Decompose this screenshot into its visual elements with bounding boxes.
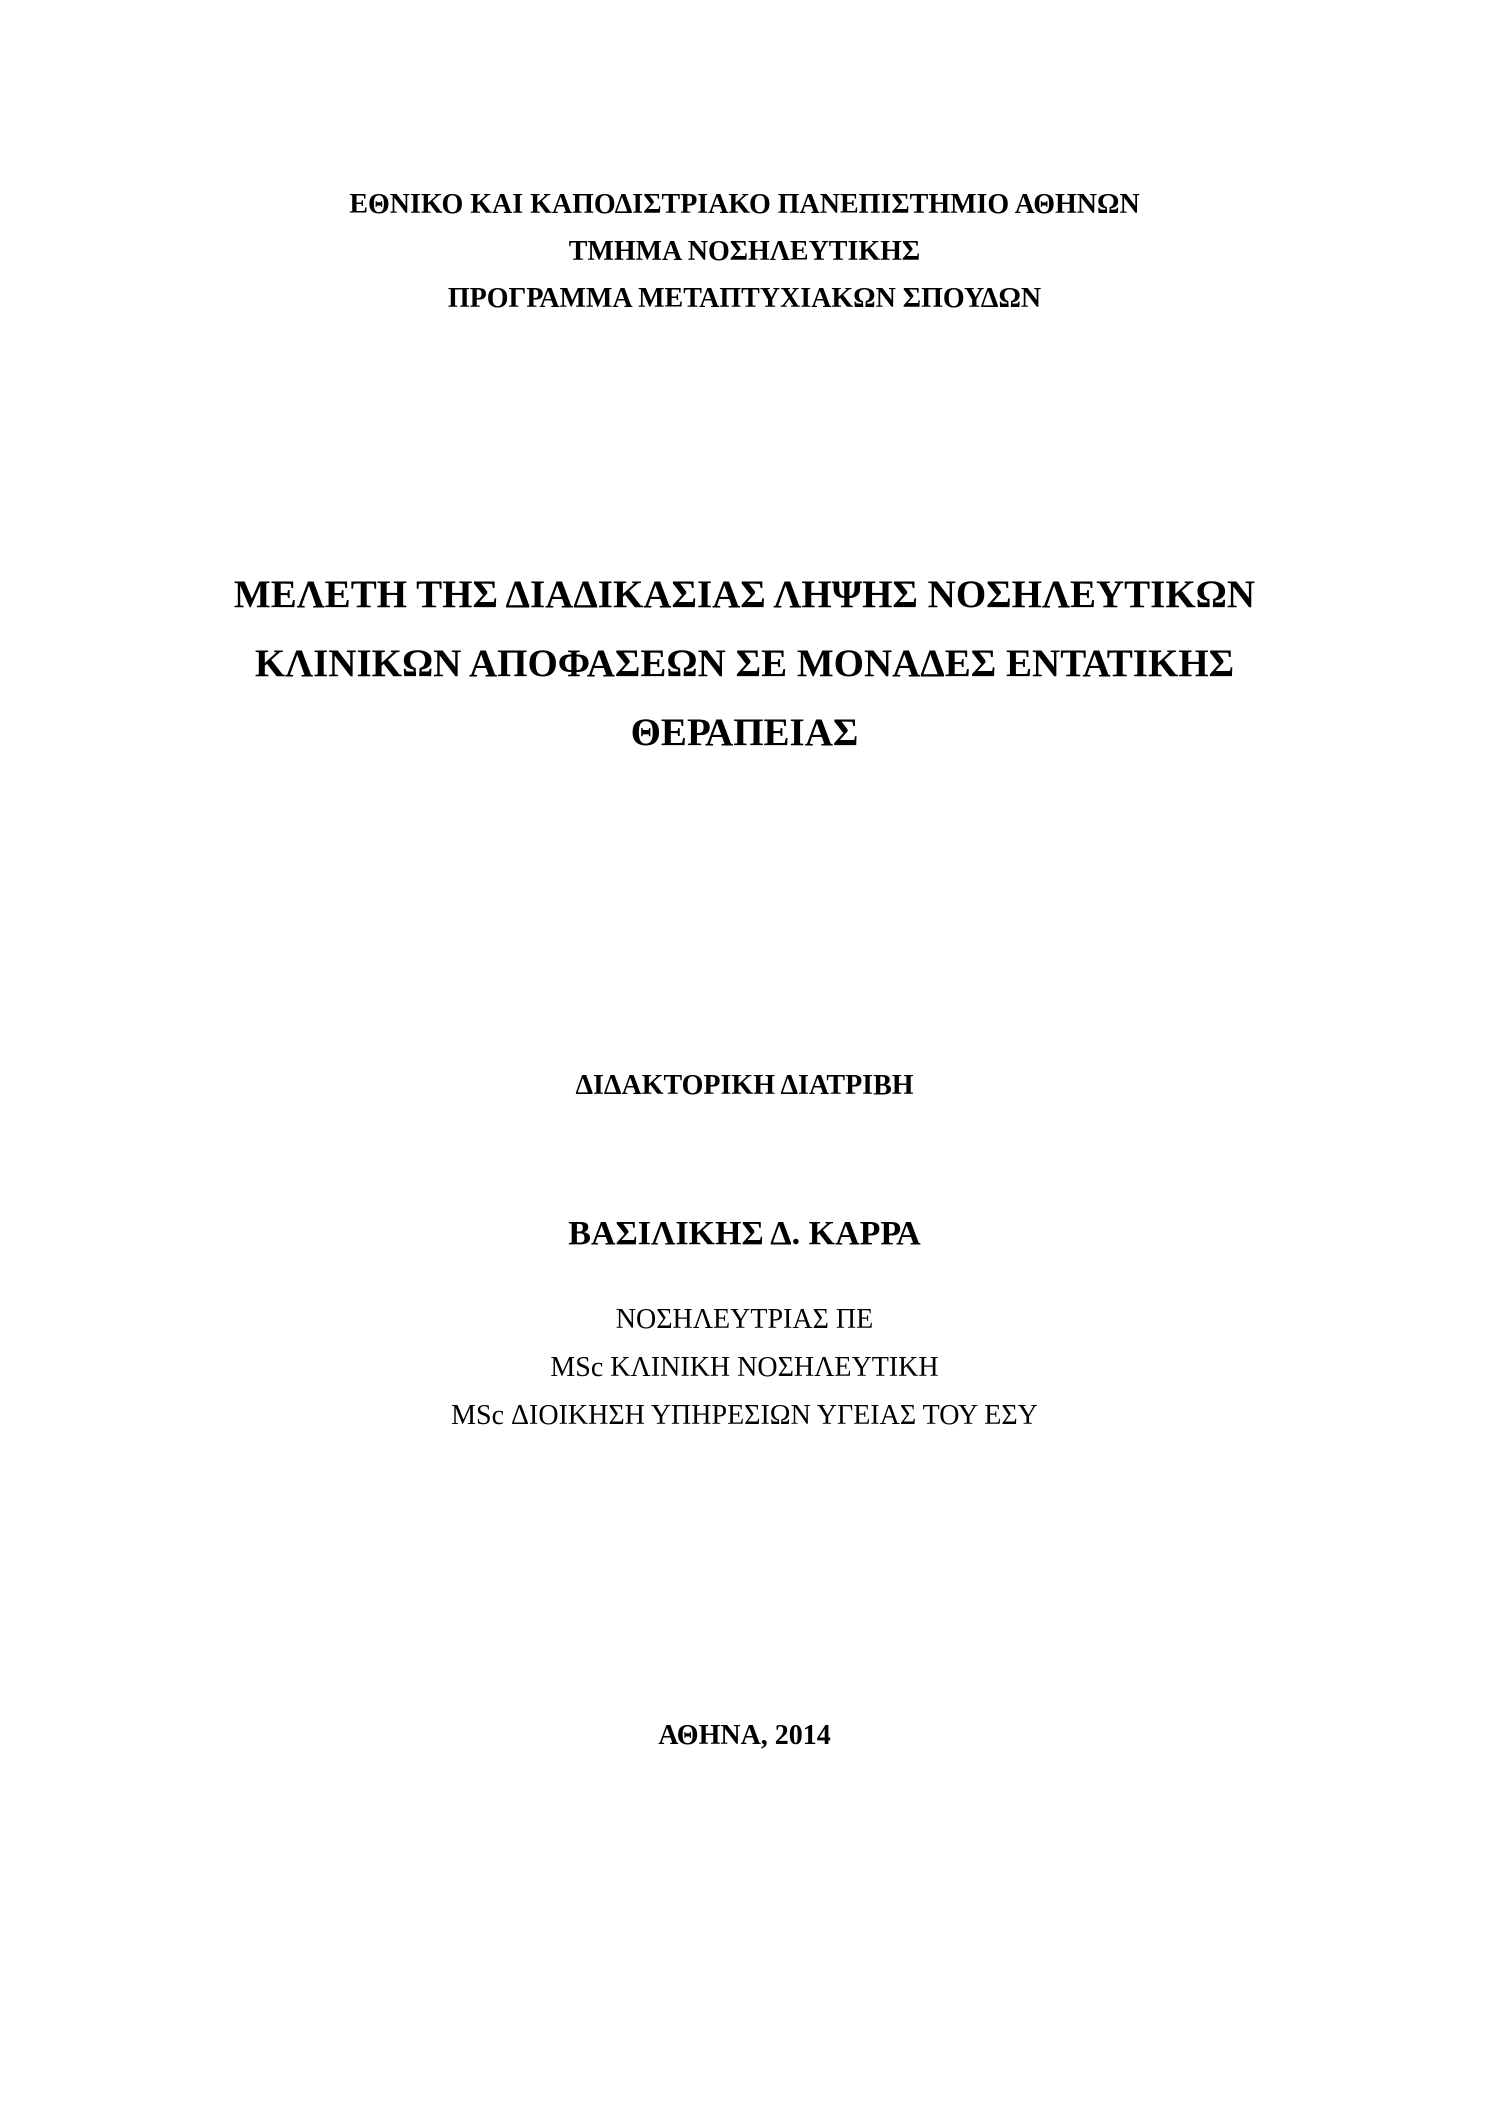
department-name: ΤΜΗΜΑ ΝΟΣΗΛΕΥΤΙΚΗΣ — [568, 236, 921, 267]
credential-line: MSc ΔΙΟΙΚΗΣΗ ΥΠΗΡΕΣΙΩΝ ΥΓΕΙΑΣ ΤΟΥ ΕΣΥ — [451, 1400, 1038, 1431]
thesis-title-line-1: ΜΕΛΕΤΗ ΤΗΣ ΔΙΑΔΙΚΑΣΙΑΣ ΛΗΨΗΣ ΝΟΣΗΛΕΥΤΙΚΩΝ — [233, 573, 1256, 616]
credential-line: MSc ΚΛΙΝΙΚΗ ΝΟΣΗΛΕΥΤΙΚΗ — [550, 1352, 939, 1383]
author-credentials — [0, 1296, 1489, 1440]
place-date-label: ΑΘΗΝΑ, 2014 — [658, 1720, 831, 1751]
thesis-type-label: ΔΙΔΑΚΤΟΡΙΚΗ ΔΙΑΤΡΙΒΗ — [575, 1070, 914, 1101]
thesis-title-line-3: ΘΕΡΑΠΕΙΑΣ — [630, 711, 859, 754]
author-name: ΒΑΣΙΛΙΚΗΣ Δ. ΚΑΡΡΑ — [568, 1215, 921, 1252]
program-name: ΠΡΟΓΡΑΜΜΑ ΜΕΤΑΠΤΥΧΙΑΚΩΝ ΣΠΟΥΔΩΝ — [447, 283, 1042, 314]
credential-line: ΝΟΣΗΛΕΥΤΡΙΑΣ ΠΕ — [615, 1304, 874, 1335]
thesis-type — [0, 1066, 1489, 1106]
place-date — [0, 1716, 1489, 1756]
thesis-title — [0, 560, 1489, 767]
thesis-title-line-2: ΚΛΙΝΙΚΩΝ ΑΠΟΦΑΣΕΩΝ ΣΕ ΜΟΝΑΔΕΣ ΕΝΤΑΤΙΚΗΣ — [254, 642, 1235, 685]
author-block — [0, 1212, 1489, 1256]
university-header — [0, 181, 1489, 322]
university-name: ΕΘΝΙΚΟ ΚΑΙ ΚΑΠΟΔΙΣΤΡΙΑΚΟ ΠΑΝΕΠΙΣΤΗΜΙΟ ΑΘΗΝΩΝ — [349, 189, 1140, 220]
